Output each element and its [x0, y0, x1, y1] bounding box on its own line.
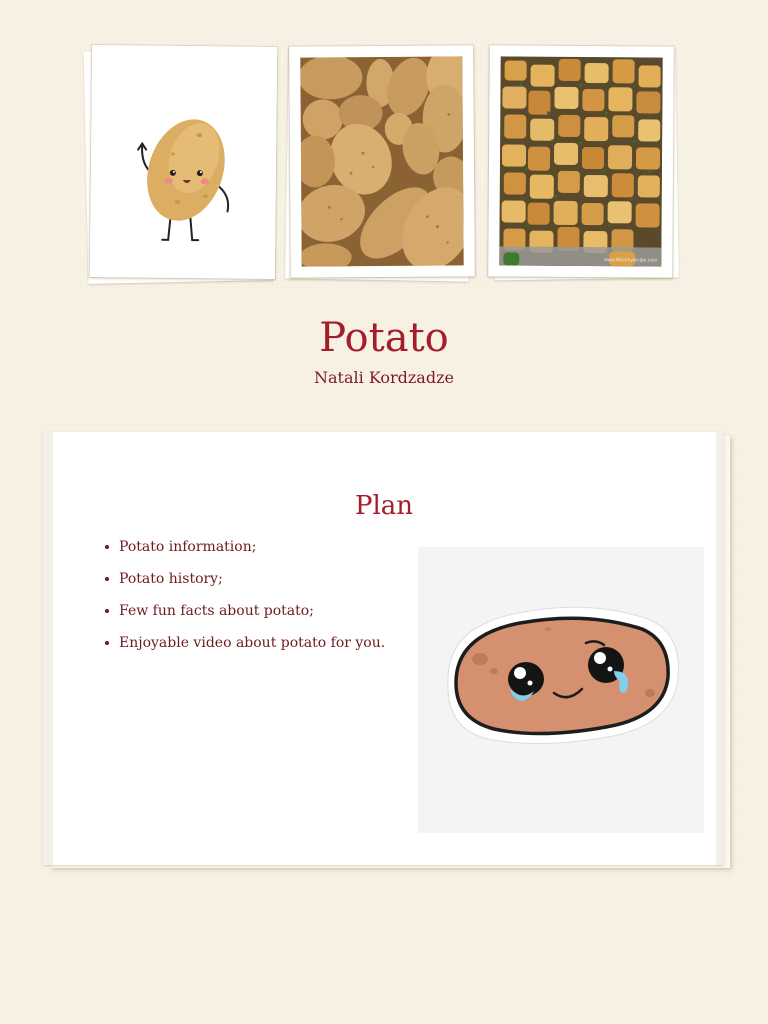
- crying-potato-sticker: [418, 547, 704, 833]
- plan-list: [100, 536, 385, 664]
- list-item: Potato information;: [119, 536, 385, 568]
- raw-potatoes-image: [300, 56, 463, 266]
- slide-heading: Plan: [354, 491, 414, 521]
- list-item: Potato history;: [119, 568, 385, 600]
- photo-card-roasted-potatoes: [488, 45, 674, 277]
- roasted-potatoes-image: [499, 56, 662, 266]
- list-item: Enjoyable video about potato for you.: [119, 632, 385, 664]
- photo-card-raw-potatoes: [289, 45, 475, 277]
- photo-card-cartoon-potato: [90, 45, 277, 279]
- page-title: Potato: [319, 315, 449, 361]
- list-item: Few fun facts about potato;: [119, 600, 385, 632]
- watermark-text: www.lifeinmyrecipe.com: [603, 257, 658, 264]
- cartoon-potato-image: [90, 45, 277, 279]
- author-name: Natali Kordzadze: [314, 368, 454, 387]
